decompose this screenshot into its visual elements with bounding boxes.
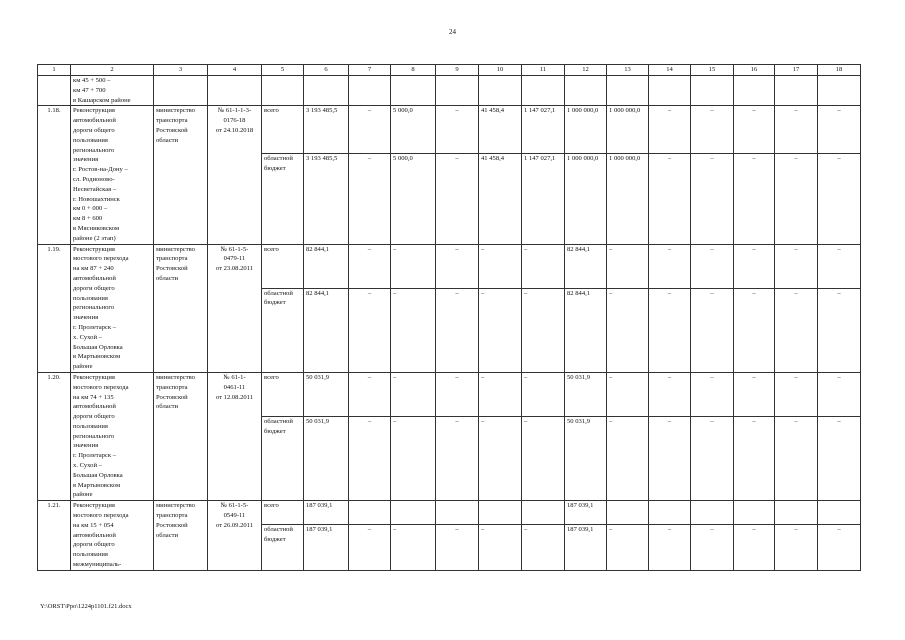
amount-cell: – [349, 244, 391, 288]
project-name-cell [71, 244, 154, 372]
amount-cell: – [479, 417, 522, 501]
funding-source-line: областной [264, 289, 293, 297]
column-number: 13 [607, 65, 649, 76]
amount-cell: – [775, 525, 818, 571]
column-number: 7 [349, 65, 391, 76]
amount-cell: – [436, 244, 479, 288]
amount-cell [479, 501, 522, 525]
organization-line: области [156, 403, 179, 411]
amount-cell: 50 031,9 [304, 417, 349, 501]
document-line: № 61-1-1-3- [217, 107, 252, 115]
amount-cell: – [818, 525, 861, 571]
cell-empty [607, 76, 649, 106]
file-path-footer: Y:\ORST\Ppo\1224p1101.f21.docx [40, 603, 132, 610]
organization-line: министерство [156, 107, 195, 115]
organization-cell [154, 372, 208, 500]
amount-cell [818, 501, 861, 525]
project-name-line: г. Новошахтинск [73, 195, 120, 203]
amount-cell: 187 039,1 [304, 501, 349, 525]
organization-line: Ростовской [156, 126, 188, 134]
cell-empty [154, 76, 208, 106]
row-number: 1.20. [38, 372, 71, 500]
amount-cell: – [775, 106, 818, 154]
amount-cell: – [391, 288, 436, 372]
document-line: № 61-1-5- [220, 245, 249, 253]
project-name-line: Реконструкция [73, 373, 115, 381]
project-name-line: значения [73, 156, 99, 164]
column-number: 15 [691, 65, 734, 76]
amount-cell [734, 501, 775, 525]
organization-line: Ростовской [156, 393, 188, 401]
amount-cell: – [818, 106, 861, 154]
amount-cell [349, 501, 391, 525]
amount-cell: – [818, 417, 861, 501]
funding-source-cell: всего [262, 106, 304, 154]
amount-cell [607, 501, 649, 525]
amount-cell: – [649, 417, 691, 501]
amount-cell: – [734, 106, 775, 154]
funding-source-cell [262, 525, 304, 571]
project-name-line: Реконструкция [73, 107, 115, 115]
project-name-line: автомобильной [73, 117, 116, 125]
amount-cell: – [607, 417, 649, 501]
column-number: 11 [522, 65, 565, 76]
amount-cell: – [818, 372, 861, 416]
column-number: 6 [304, 65, 349, 76]
amount-cell: – [691, 372, 734, 416]
amount-cell: 41 458,4 [479, 106, 522, 154]
project-name-line: Большая Орловка [73, 343, 123, 351]
amount-cell: – [391, 244, 436, 288]
cell-empty [349, 76, 391, 106]
project-name-line: межмуниципаль- [73, 561, 122, 569]
document-line: от 12.08.2011 [215, 393, 254, 401]
project-row [38, 372, 861, 416]
cell-empty [818, 76, 861, 106]
column-number: 8 [391, 65, 436, 76]
column-number: 2 [71, 65, 154, 76]
cell-empty [391, 76, 436, 106]
funding-source-line: бюджет [264, 535, 286, 543]
project-name-line: мостового перехода [73, 255, 129, 263]
project-name-line: км 47 + 700 [73, 86, 106, 94]
amount-cell: 187 039,1 [304, 525, 349, 571]
project-name-line: г. Пролетарск – [73, 452, 117, 460]
cell-empty [208, 76, 262, 106]
organization-line: области [156, 531, 179, 539]
project-row [38, 106, 861, 154]
program-table [37, 64, 861, 571]
funding-source-cell: всего [262, 501, 304, 525]
amount-cell: – [349, 417, 391, 501]
amount-cell: – [607, 525, 649, 571]
column-number-row [38, 65, 861, 76]
funding-source-line: бюджет [264, 164, 286, 172]
amount-cell: 1 000 000,0 [565, 153, 607, 244]
amount-cell: 1 000 000,0 [607, 153, 649, 244]
organization-line: области [156, 274, 179, 282]
amount-cell [649, 501, 691, 525]
amount-cell: – [436, 372, 479, 416]
project-name-line: дороги общего [73, 413, 115, 421]
amount-cell: – [436, 417, 479, 501]
project-name-line: в Мартыновском [73, 481, 121, 489]
project-name-line: районе [73, 491, 93, 499]
amount-cell: – [607, 288, 649, 372]
organization-cell [154, 501, 208, 571]
amount-cell: – [349, 372, 391, 416]
amount-cell [522, 501, 565, 525]
column-number: 12 [565, 65, 607, 76]
column-number: 18 [818, 65, 861, 76]
project-name-line: Несветайская – [73, 185, 117, 193]
amount-cell: 82 844,1 [304, 288, 349, 372]
project-name-line: Реконструкция [73, 245, 115, 253]
row-number: 1.19. [38, 244, 71, 372]
amount-cell [775, 501, 818, 525]
project-name-line: автомобильной [73, 531, 116, 539]
amount-cell: 1 000 000,0 [565, 106, 607, 154]
amount-cell: – [775, 153, 818, 244]
cell-empty [38, 76, 71, 106]
cell-empty [436, 76, 479, 106]
amount-cell: – [734, 525, 775, 571]
funding-source-line: бюджет [264, 427, 286, 435]
document-line: № 61-1- [223, 373, 246, 381]
organization-line: министерство [156, 502, 195, 510]
amount-cell: – [391, 417, 436, 501]
amount-cell [436, 501, 479, 525]
project-name-line: пользования [73, 422, 108, 430]
amount-cell: – [349, 153, 391, 244]
document-line: № 61-1-5- [220, 502, 249, 510]
page-number: 24 [449, 28, 456, 36]
column-number: 4 [208, 65, 262, 76]
amount-cell: – [522, 417, 565, 501]
project-name-line: х. Сухой – [73, 333, 102, 341]
project-name-line: в Кашарском районе [73, 96, 131, 104]
amount-cell: – [734, 417, 775, 501]
organization-line: Ростовской [156, 265, 188, 273]
amount-cell: – [607, 244, 649, 288]
amount-cell: 50 031,9 [565, 372, 607, 416]
amount-cell: – [734, 153, 775, 244]
funding-source-line: областной [264, 418, 293, 426]
amount-cell: 50 031,9 [565, 417, 607, 501]
amount-cell: – [649, 106, 691, 154]
amount-cell: – [775, 288, 818, 372]
project-name-line: км 45 + 500 – [73, 77, 111, 84]
project-name-line: дороги общего [73, 126, 115, 134]
amount-cell: 41 458,4 [479, 153, 522, 244]
amount-cell: 3 193 485,5 [304, 153, 349, 244]
project-name-line: районе (2 этап) [73, 234, 116, 242]
amount-cell: – [649, 244, 691, 288]
funding-source-line: областной [264, 154, 293, 162]
column-number: 3 [154, 65, 208, 76]
project-name-line: пользования [73, 294, 108, 302]
column-number: 9 [436, 65, 479, 76]
project-name-line: автомобильной [73, 403, 116, 411]
amount-cell: – [775, 372, 818, 416]
amount-cell: – [436, 288, 479, 372]
project-name-line: пользования [73, 136, 108, 144]
column-number: 16 [734, 65, 775, 76]
organization-line: транспорта [156, 117, 188, 125]
amount-cell: – [479, 288, 522, 372]
project-name-line: регионального [73, 304, 115, 312]
amount-cell: – [734, 372, 775, 416]
project-name-line: пользования [73, 551, 108, 559]
amount-cell: 1 147 027,1 [522, 106, 565, 154]
amount-cell: – [691, 244, 734, 288]
amount-cell: – [818, 288, 861, 372]
funding-source-cell [262, 288, 304, 372]
document-line: от 24.10.2018 [215, 126, 254, 134]
organization-line: министерство [156, 373, 195, 381]
document-line: 0479-11 [223, 255, 246, 263]
project-name-line: км 8 + 600 [73, 215, 103, 223]
cell-empty [304, 76, 349, 106]
cell-empty [775, 76, 818, 106]
column-number: 14 [649, 65, 691, 76]
amount-cell: – [479, 525, 522, 571]
cell-empty [734, 76, 775, 106]
row-number: 1.18. [38, 106, 71, 244]
amount-cell: – [691, 417, 734, 501]
amount-cell: – [349, 106, 391, 154]
organization-line: транспорта [156, 383, 188, 391]
amount-cell: 82 844,1 [565, 288, 607, 372]
project-name-line: на км 74 + 135 [73, 393, 114, 401]
project-name-line: районе [73, 363, 93, 371]
funding-source-cell: всего [262, 244, 304, 288]
project-name-line: Большая Орловка [73, 471, 123, 479]
amount-cell: 5 000,0 [391, 153, 436, 244]
amount-cell: – [691, 288, 734, 372]
cell-empty [262, 76, 304, 106]
organization-cell [154, 106, 208, 244]
organization-line: области [156, 136, 179, 144]
amount-cell: 82 844,1 [304, 244, 349, 288]
document-line: от 23.08.2011 [215, 265, 254, 273]
amount-cell: 187 039,1 [565, 501, 607, 525]
amount-cell: – [479, 244, 522, 288]
funding-source-cell: всего [262, 372, 304, 416]
project-name-line: Реконструкция [73, 502, 115, 510]
project-name-line: регионального [73, 146, 115, 154]
column-number: 10 [479, 65, 522, 76]
amount-cell: – [649, 525, 691, 571]
organization-line: транспорта [156, 255, 188, 263]
amount-cell: 82 844,1 [565, 244, 607, 288]
amount-cell: 3 193 485,5 [304, 106, 349, 154]
amount-cell: – [818, 244, 861, 288]
cell-empty [649, 76, 691, 106]
project-name-line: значения [73, 442, 99, 450]
cell-empty [691, 76, 734, 106]
amount-cell: – [818, 153, 861, 244]
amount-cell: – [436, 106, 479, 154]
funding-source-line: областной [264, 526, 293, 534]
cell-empty [522, 76, 565, 106]
organization-cell [154, 244, 208, 372]
document-line: 0461-11 [223, 383, 246, 391]
project-name-cell [71, 501, 154, 571]
document-line: 0176-18 [223, 117, 246, 125]
amount-cell: – [691, 525, 734, 571]
amount-cell: – [775, 244, 818, 288]
project-name-cell [71, 76, 154, 106]
project-name-line: г. Ростов-на-Дону – [73, 166, 128, 174]
amount-cell: – [522, 288, 565, 372]
amount-cell: – [522, 372, 565, 416]
amount-cell: – [607, 372, 649, 416]
amount-cell: – [436, 525, 479, 571]
amount-cell: – [391, 525, 436, 571]
project-name-line: в Мясниковском [73, 224, 120, 232]
organization-line: транспорта [156, 512, 188, 520]
amount-cell: 1 000 000,0 [607, 106, 649, 154]
amount-cell: – [691, 153, 734, 244]
column-number: 1 [38, 65, 71, 76]
project-name-line: на км 15 + 054 [73, 521, 114, 529]
amount-cell: 187 039,1 [565, 525, 607, 571]
project-name-line: х. Сухой – [73, 462, 102, 470]
project-name-line: в Мартыновском [73, 353, 121, 361]
amount-cell: – [391, 372, 436, 416]
amount-cell: – [349, 525, 391, 571]
funding-source-cell [262, 153, 304, 244]
project-name-line: значения [73, 314, 99, 322]
amount-cell: – [775, 417, 818, 501]
amount-cell: – [522, 244, 565, 288]
amount-cell: 50 031,9 [304, 372, 349, 416]
funding-source-line: бюджет [264, 299, 286, 307]
document-line: 0549-11 [223, 512, 246, 520]
amount-cell [391, 501, 436, 525]
funding-source-cell [262, 417, 304, 501]
document-cell [208, 501, 262, 571]
project-name-line: мостового перехода [73, 512, 129, 520]
project-row [38, 244, 861, 288]
organization-line: министерство [156, 245, 195, 253]
organization-line: Ростовской [156, 521, 188, 529]
column-number: 5 [262, 65, 304, 76]
amount-cell: – [649, 288, 691, 372]
project-name-line: км 0 + 000 – [73, 205, 108, 213]
document-cell [208, 372, 262, 500]
amount-cell: 1 147 027,1 [522, 153, 565, 244]
amount-cell [691, 501, 734, 525]
cell-empty [565, 76, 607, 106]
amount-cell: – [734, 288, 775, 372]
amount-cell: – [349, 288, 391, 372]
project-name-line: на км 87 + 240 [73, 265, 114, 273]
amount-cell: – [522, 525, 565, 571]
project-name-cell [71, 106, 154, 244]
document-cell [208, 106, 262, 244]
document-cell [208, 244, 262, 372]
document-line: от 26.09.2011 [215, 521, 254, 529]
project-name-line: сл. Родионово- [73, 175, 115, 183]
amount-cell: – [734, 244, 775, 288]
amount-cell: – [649, 153, 691, 244]
project-name-line: дороги общего [73, 284, 115, 292]
project-name-line: дороги общего [73, 541, 115, 549]
project-name-line: г. Пролетарск – [73, 323, 117, 331]
amount-cell: – [649, 372, 691, 416]
amount-cell: – [691, 106, 734, 154]
project-name-line: регионального [73, 432, 115, 440]
amount-cell: 5 000,0 [391, 106, 436, 154]
project-name-cell [71, 372, 154, 500]
amount-cell: – [479, 372, 522, 416]
row-number: 1.21. [38, 501, 71, 571]
amount-cell: – [436, 153, 479, 244]
column-number: 17 [775, 65, 818, 76]
project-row [38, 501, 861, 525]
project-name-line: мостового перехода [73, 383, 129, 391]
project-name-line: автомобильной [73, 274, 116, 282]
cell-empty [479, 76, 522, 106]
continuation-row [38, 76, 861, 106]
